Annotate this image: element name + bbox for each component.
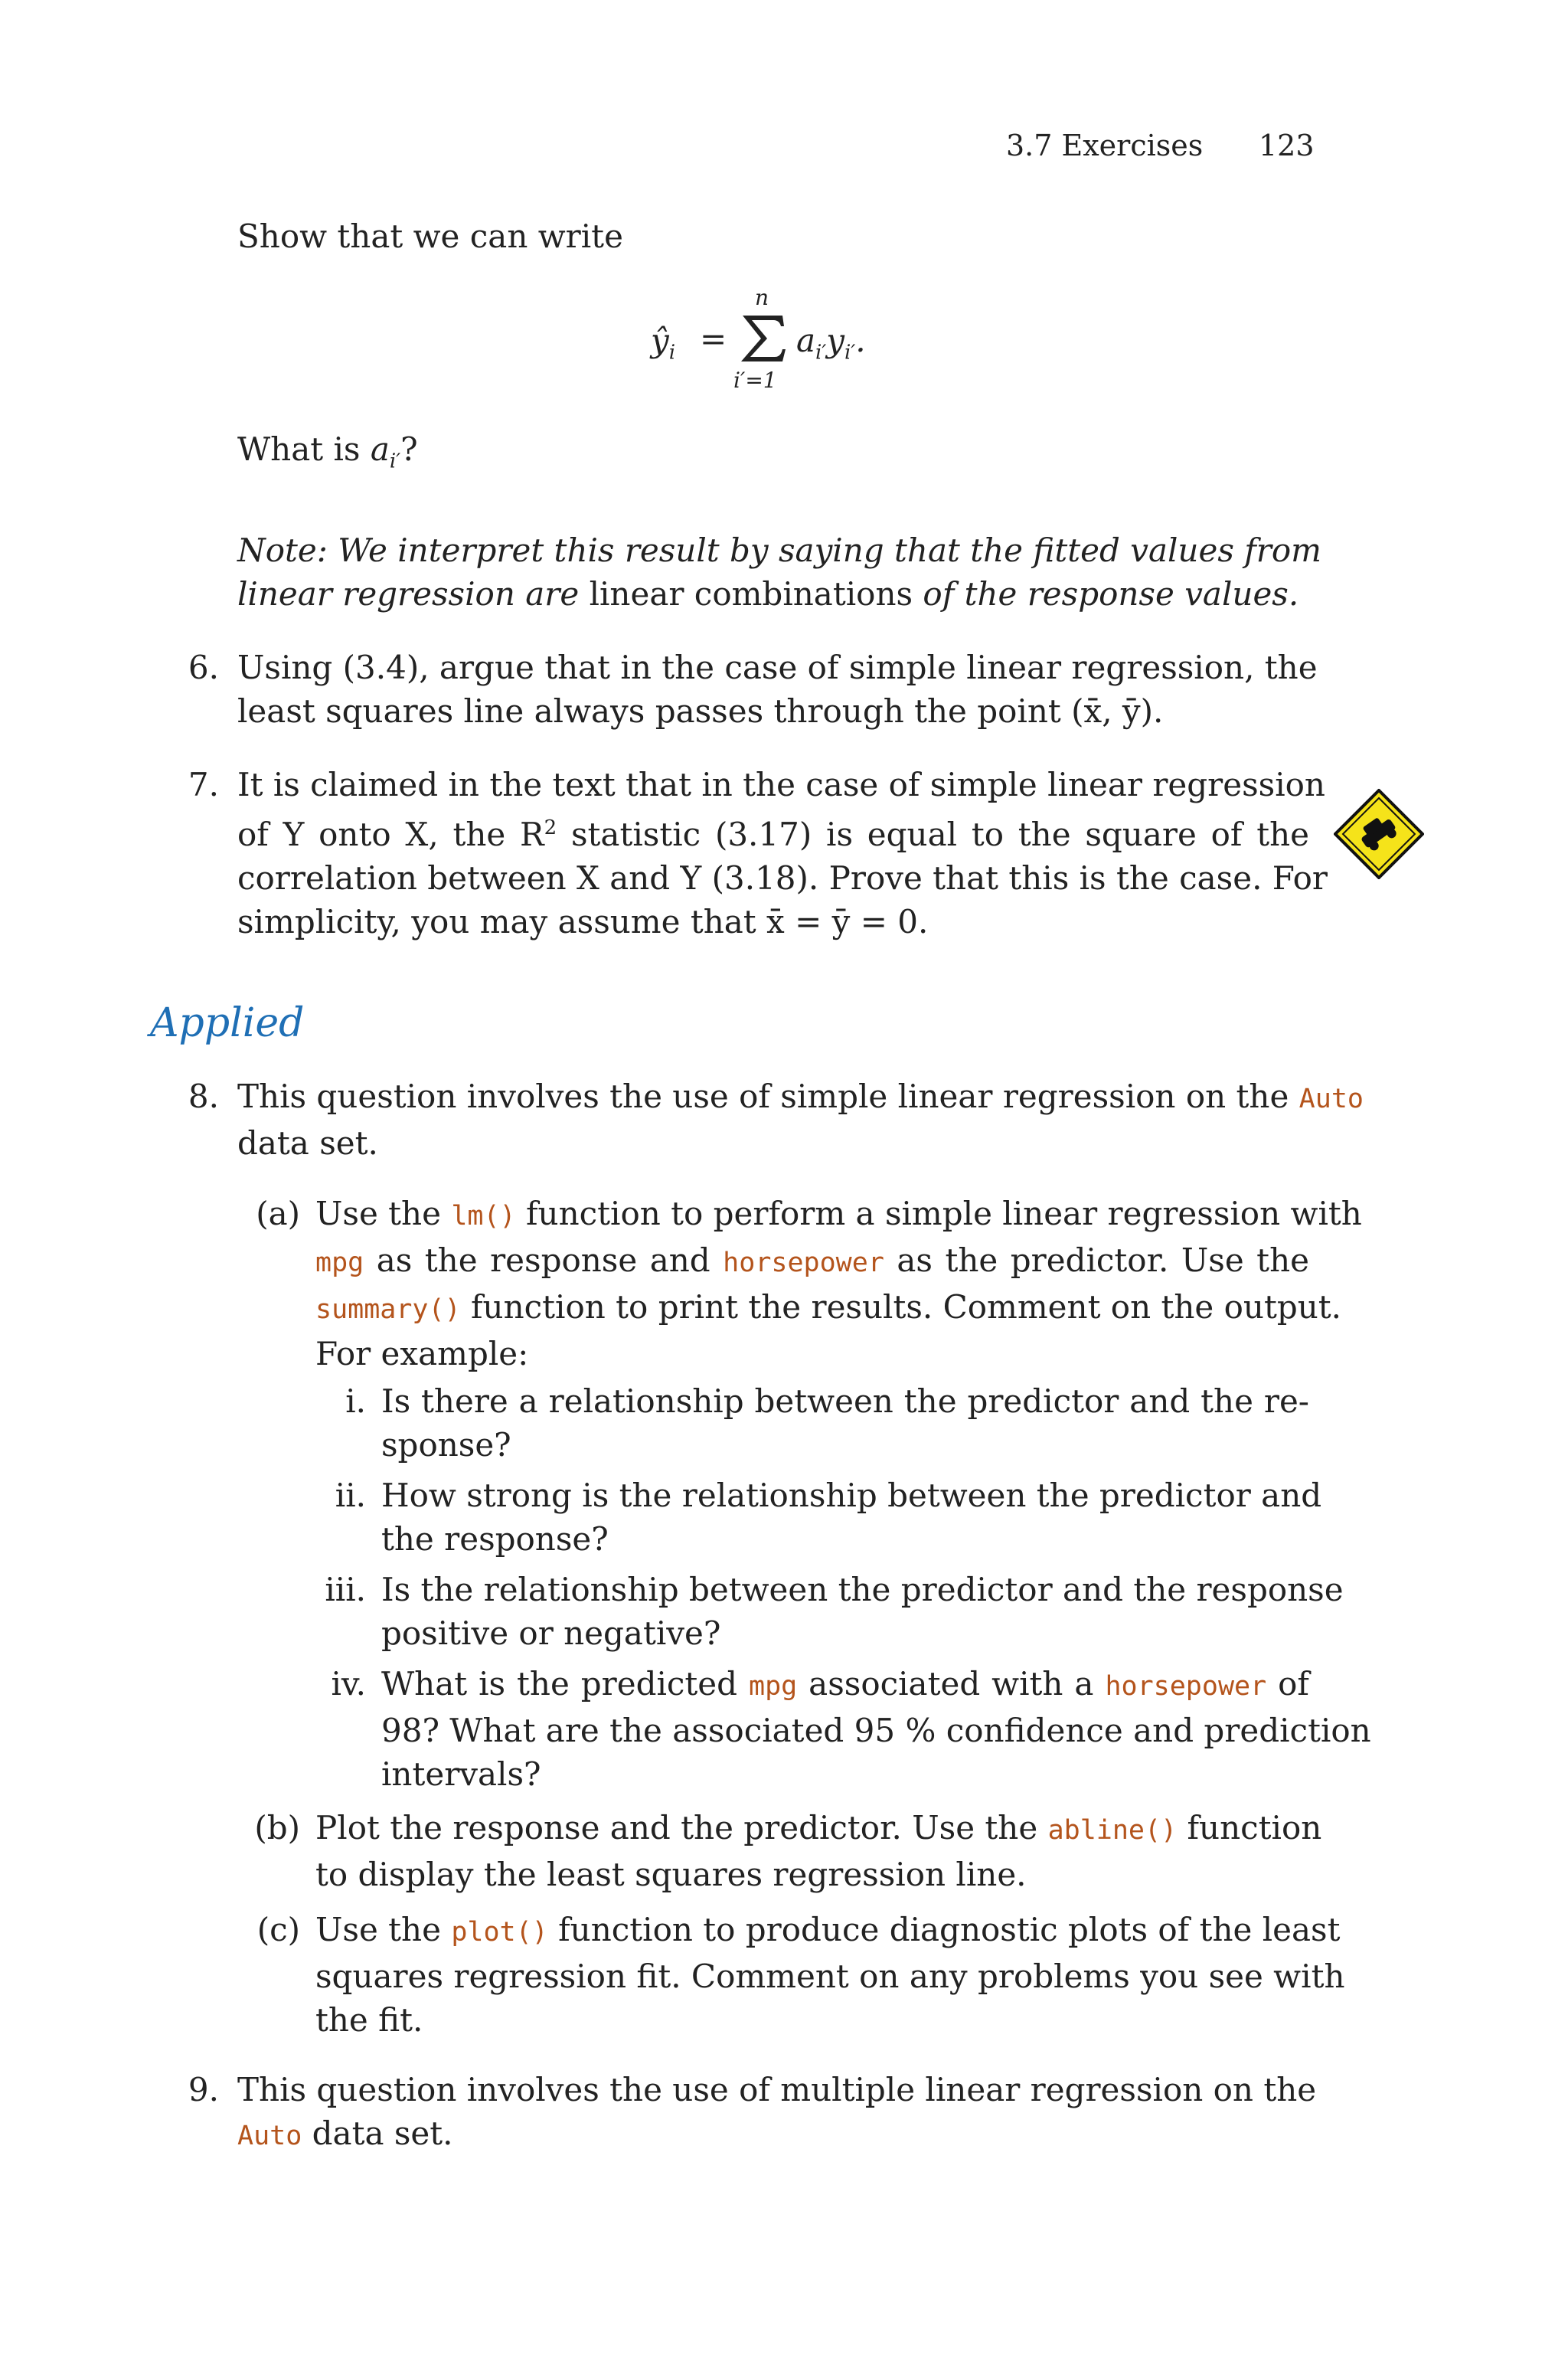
part-a-label: (a)	[256, 1195, 300, 1232]
exercise-6-text: Using (3.4), argue that in the case of simple linear regression, the least squares line always passes through the point (x̄, ȳ).	[237, 649, 1318, 730]
code-plot: plot()	[451, 1917, 548, 1948]
exercise-8-number: 8.	[188, 1078, 219, 1115]
item-iii-text: Is the relationship between the predictor and the response positive or negative?	[381, 1571, 1344, 1652]
code-auto: Auto	[1298, 1084, 1364, 1114]
item-iii-label: iii.	[325, 1571, 366, 1608]
eq-term: $a_{i'}y_{i'}$.	[796, 322, 866, 365]
summation-sign-icon	[740, 314, 786, 363]
code-mpg: mpg	[315, 1248, 364, 1278]
part-b-text: Plot the response and the predictor. Use the abline() function to display the least squares regression line.	[315, 1809, 1322, 1893]
code-horsepower: horsepower	[723, 1248, 884, 1278]
exercise-6-number: 6.	[188, 649, 219, 686]
eq-lhs: $ŷ_i$	[651, 322, 676, 365]
exercise-8-text: This question involves the use of simple linear regression on the Auto data set.	[237, 1078, 1364, 1162]
code-summary: summary()	[315, 1294, 461, 1325]
page-number: 123	[1259, 129, 1315, 162]
difficulty-sign-icon	[1334, 789, 1424, 879]
sum-upper-limit: n	[755, 285, 769, 310]
part-c-text: Use the plot() function to produce diagnostic plots of the least squares regression fit. Comment on any problems you see with the fit.	[315, 1911, 1345, 2039]
part-b-label: (b)	[254, 1809, 300, 1846]
exercise-9-text: This question involves the use of multiple linear regression on the Auto data set.	[237, 2071, 1317, 2152]
exercise-7-number: 7.	[188, 766, 219, 803]
what-is-question: What is $a_{i'}$?	[237, 430, 418, 473]
item-iv-text: What is the predicted mpg associated with a horsepower of 98? What are the associated 95 % confidence and prediction intervals?	[381, 1665, 1371, 1793]
code-lm: lm()	[451, 1201, 516, 1232]
item-i-text: Is there a relationship between the predictor and the re- sponse?	[381, 1382, 1309, 1464]
code-horsepower-2: horsepower	[1105, 1671, 1267, 1702]
note-paragraph: Note: We interpret this result by saying that the fitted values from linear regression are linear combinations of the response values.	[237, 532, 1321, 613]
item-ii-text: How strong is the relationship between the predictor and the response?	[381, 1477, 1322, 1558]
display-equation	[651, 285, 903, 400]
running-header-section: 3.7 Exercises	[1006, 129, 1204, 162]
part-c-label: (c)	[256, 1911, 300, 1948]
code-abline: abline()	[1047, 1815, 1178, 1846]
intro-text: Show that we can write	[237, 218, 623, 255]
code-mpg-2: mpg	[749, 1671, 798, 1702]
item-ii-label: ii.	[335, 1477, 366, 1514]
eq-equals: =	[700, 320, 727, 358]
exercise-9-number: 9.	[188, 2071, 219, 2108]
sum-lower-limit: i′=1	[733, 368, 777, 393]
code-auto-2: Auto	[237, 2121, 302, 2151]
exercise-7-text: It is claimed in the text that in the case of simple linear regression of Y onto X, the $R^2$ statistic (3.17) is equal to the square of the correlation between X and Y (3.18). Prove that this is the case. For simplicity, you may assume that x̄ = ȳ = 0.	[237, 766, 1328, 940]
part-a-text: Use the lm() function to perform a simple linear regression with mpg as the response and horsepower as the predictor. Use the summary() function to print the results. Comment on the output. For example:	[315, 1195, 1362, 1372]
applied-heading: Applied	[150, 1000, 305, 1046]
item-i-label: i.	[345, 1382, 366, 1420]
item-iv-label: iv.	[331, 1665, 366, 1703]
